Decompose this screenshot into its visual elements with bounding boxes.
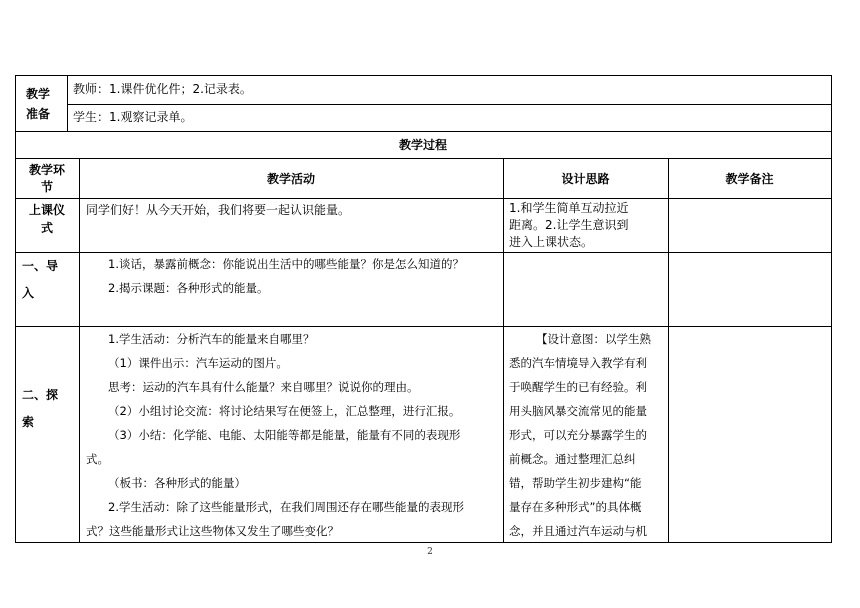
header-stage: 节 — [40, 180, 53, 194]
intro-activity: 2.揭示课题：各种形式的能量。 — [108, 281, 269, 295]
page-number: 2 — [427, 547, 433, 557]
explore-design-line: 【设计意图：以学生熟 — [536, 332, 651, 346]
explore-activity-line: 思考：运动的汽车具有什么能量？来自哪里？说说你的理由。 — [108, 380, 419, 394]
prep-student: 学生：1.观察记录单。 — [73, 110, 193, 124]
intro-stage: 入 — [22, 286, 35, 300]
process-title: 教学过程 — [398, 138, 447, 152]
explore-design-line: 念，并且通过汽车运动与机 — [509, 524, 647, 538]
opening-design: 进入上课状态。 — [509, 235, 594, 249]
header-stage: 教学环 — [28, 163, 65, 177]
explore-design-line: 前概念。通过整理汇总纠 — [509, 452, 636, 466]
table-border — [67, 104, 831, 105]
explore-activity-line: 1.学生活动：分析汽车的能量来自哪里？ — [108, 332, 315, 346]
intro-stage: 一、导 — [22, 259, 59, 273]
table-border — [15, 326, 831, 327]
opening-stage: 上课仪 — [28, 203, 65, 217]
table-border — [15, 252, 831, 253]
opening-activity: 同学们好！从今天开始，我们将要一起认识能量。 — [86, 203, 351, 217]
header-notes: 教学备注 — [725, 172, 774, 186]
prep-label: 教学 — [26, 87, 51, 101]
explore-design-line: 错，帮助学生初步建构“能 — [509, 476, 642, 490]
opening-stage: 式 — [40, 221, 53, 235]
table-border — [15, 158, 831, 159]
table-border — [15, 198, 831, 199]
explore-design-line: 量存在多种形式”的具体概 — [509, 500, 642, 514]
explore-stage: 二、探 — [22, 388, 59, 402]
explore-activity-line: 式？这些能量形式让这些物体又发生了哪些变化？ — [86, 524, 339, 538]
explore-activity-line: 2.学生活动：除了这些能量形式，在我们周围还存在哪些能量的表现形 — [108, 500, 464, 514]
opening-design: 1.和学生简单互动拉近 — [509, 201, 629, 215]
header-design: 设计思路 — [561, 172, 610, 186]
intro-activity: 1.谈话，暴露前概念：你能说出生活中的哪些能量？你是怎么知道的？ — [108, 257, 464, 271]
explore-design-line: 于唤醒学生的已有经验。利 — [509, 380, 647, 394]
explore-design-line: 形式，可以充分暴露学生的 — [509, 428, 647, 442]
opening-design: 距离。2.让学生意识到 — [509, 218, 629, 232]
table-border — [15, 75, 831, 76]
table-border — [831, 75, 832, 543]
explore-design-line: 用头脑风暴交流常见的能量 — [509, 404, 647, 418]
table-border — [668, 158, 669, 543]
table-border — [15, 131, 831, 132]
explore-activity-line: 式。 — [86, 452, 109, 466]
explore-design-line: 悉的汽车情境导入教学有利 — [509, 356, 647, 370]
table-border — [15, 542, 831, 543]
table-border — [67, 75, 68, 132]
prep-label: 准备 — [26, 107, 51, 121]
explore-activity-line: （1）课件出示：汽车运动的图片。 — [108, 356, 288, 370]
explore-activity-line: （3）小结：化学能、电能、太阳能等都是能量，能量有不同的表现形 — [108, 428, 461, 442]
header-activity: 教学活动 — [266, 172, 315, 186]
table-border — [503, 158, 504, 543]
explore-activity-line: （板书：各种形式的能量） — [108, 476, 246, 490]
table-border — [79, 158, 80, 543]
prep-teacher: 教师：1.课件优化件；2.记录表。 — [73, 82, 252, 96]
explore-activity-line: （2）小组讨论交流：将讨论结果写在便签上，汇总整理，进行汇报。 — [108, 404, 461, 418]
explore-stage: 索 — [22, 415, 35, 429]
